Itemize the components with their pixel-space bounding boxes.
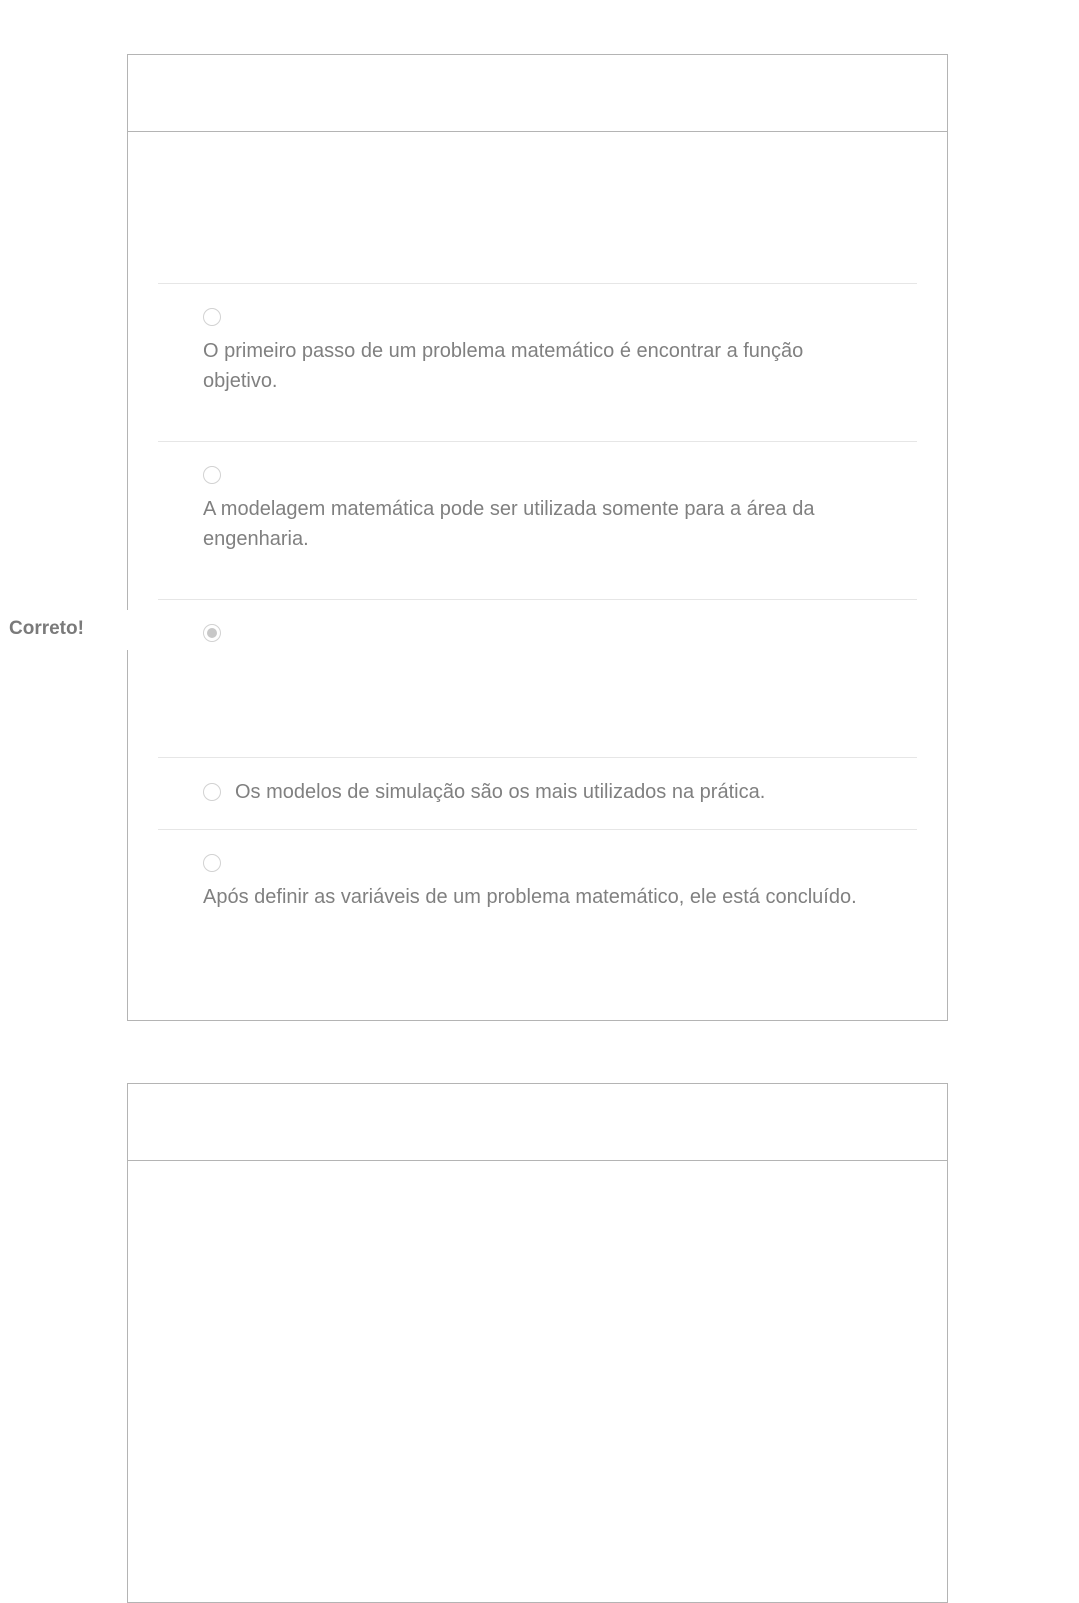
answer-text: O primeiro passo de um problema matemático é encontrar a função objetivo. (203, 340, 804, 392)
radio-button[interactable] (203, 466, 221, 484)
answer-option-2[interactable] (158, 441, 917, 599)
answer-list (158, 283, 917, 987)
answer-option-5[interactable] (158, 829, 917, 987)
radio-button[interactable] (203, 854, 221, 872)
radio-button-selected[interactable] (203, 624, 221, 642)
radio-button[interactable] (203, 783, 221, 801)
correct-answer-flag: Correto! (0, 610, 128, 650)
answer-text: Após definir as variáveis de um problema matemático, ele está concluído. (203, 886, 857, 908)
answer-option-1[interactable] (158, 283, 917, 441)
answer-option-3-selected[interactable] (158, 599, 917, 757)
question-card-2 (127, 1083, 948, 1603)
answer-option-4[interactable] (158, 757, 917, 829)
question-header (128, 1084, 947, 1161)
question-text (128, 132, 947, 283)
answer-text: Os modelos de simulação são os mais utilizados na prática. (235, 781, 766, 803)
question-header (128, 55, 947, 132)
question-text (128, 1161, 947, 1312)
question-card-1 (127, 54, 948, 1021)
answer-text: A modelagem matemática pode ser utilizada somente para a área da engenharia. (203, 498, 815, 550)
radio-button[interactable] (203, 308, 221, 326)
